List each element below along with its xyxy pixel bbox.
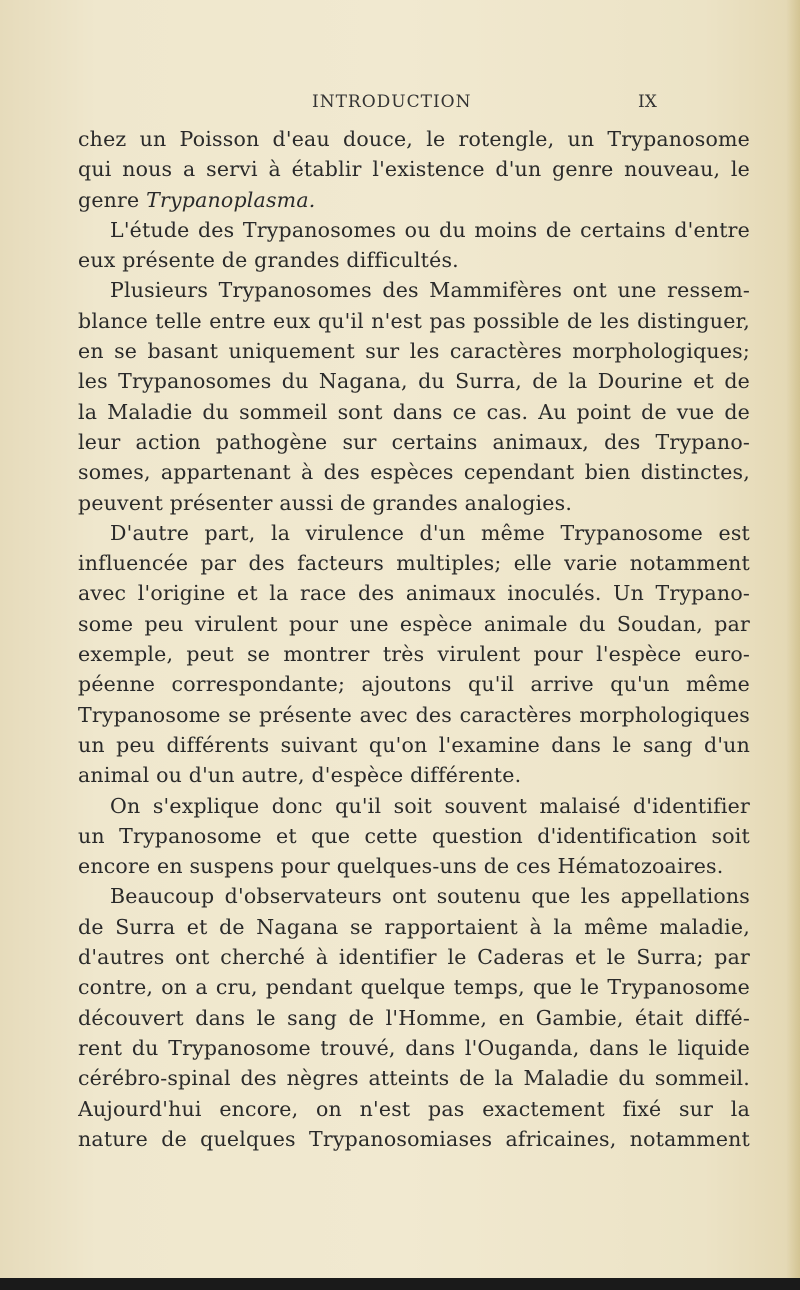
text-line: some peu virulent pour une espèce animale du Soudan, par — [78, 611, 750, 636]
genus-name: Trypanoplasma. — [146, 187, 316, 212]
page-number: IX — [638, 92, 657, 112]
text-line: peuvent présenter aussi de grandes analogies. — [78, 490, 573, 515]
text-line: somes, appartenant à des espèces cependant bien distinctes, — [78, 460, 750, 485]
page-header — [0, 92, 800, 116]
text-line: exemple, peut se montrer très virulent pour l'espèce euro- — [78, 642, 750, 667]
text-line: L'étude des Trypanosomes ou du moins de certains d'entre — [110, 217, 750, 242]
text-line: découvert dans le sang de l'Homme, en Gambie, était diffé- — [78, 1005, 750, 1030]
text-line: On s'explique donc qu'il soit souvent malaisé d'identifier — [110, 793, 750, 818]
text-line: Plusieurs Trypanosomes des Mammifères ont une ressem- — [110, 278, 750, 303]
text-line: avec l'origine et la race des animaux inoculés. Un Trypano- — [78, 581, 750, 606]
text-line: Beaucoup d'observateurs ont soutenu que les appellations — [110, 884, 750, 909]
text-line: animal ou d'un autre, d'espèce différente. — [78, 763, 522, 788]
scan-bottom-edge — [0, 1278, 800, 1290]
text-line: Aujourd'hui encore, on n'est pas exactement fixé sur la — [78, 1096, 750, 1121]
text-line: cérébro-spinal des nègres atteints de la Maladie du sommeil. — [78, 1066, 750, 1091]
running-title: INTRODUCTION — [312, 92, 472, 112]
text-line: un peu différents suivant qu'on l'examine dans le sang d'un — [78, 732, 750, 757]
text-line: rent du Trypanosome trouvé, dans l'Ouganda, dans le liquide — [78, 1035, 750, 1060]
text-line: de Surra et de Nagana se rapportaient à la même maladie, — [78, 914, 750, 939]
text-line: un Trypanosome et que cette question d'identification soit — [78, 823, 750, 848]
text-line: eux présente de grandes difficultés. — [78, 248, 459, 273]
text-line: en se basant uniquement sur les caractères morphologiques; — [78, 339, 750, 364]
text-line: la Maladie du sommeil sont dans ce cas. Au point de vue de — [78, 399, 750, 424]
text-line: encore en suspens pour quelques-uns de ces Hématozoaires. — [78, 854, 724, 879]
text-line: blance telle entre eux qu'il n'est pas possible de les distinguer, — [78, 308, 750, 333]
body-text — [78, 124, 750, 1154]
text-line — [78, 185, 750, 215]
text-line: leur action pathogène sur certains animaux, des Trypano- — [78, 429, 750, 454]
text-line: chez un Poisson d'eau douce, le rotengle, un Trypanosome — [78, 127, 750, 151]
text-line: Trypanosome se présente avec des caractères morphologiques — [78, 702, 750, 727]
text-line: nature de quelques Trypanosomiases africaines, notamment — [78, 1126, 750, 1151]
text-line: qui nous a servi à établir l'existence d'un genre nouveau, le — [78, 157, 750, 182]
text-line: influencée par des facteurs multiples; elle varie notamment — [78, 551, 750, 576]
page-edge-shadow — [786, 0, 800, 1290]
text-line: les Trypanosomes du Nagana, du Surra, de la Dourine et de — [78, 369, 750, 394]
text-line: péenne correspondante; ajoutons qu'il arrive qu'un même — [78, 672, 750, 697]
text-line: D'autre part, la virulence d'un même Trypanosome est — [110, 520, 750, 545]
text-line: contre, on a cru, pendant quelque temps, que le Trypanosome — [78, 975, 750, 1000]
text-line-start: genre — [78, 187, 147, 212]
text-line: d'autres ont cherché à identifier le Caderas et le Surra; par — [78, 945, 750, 970]
